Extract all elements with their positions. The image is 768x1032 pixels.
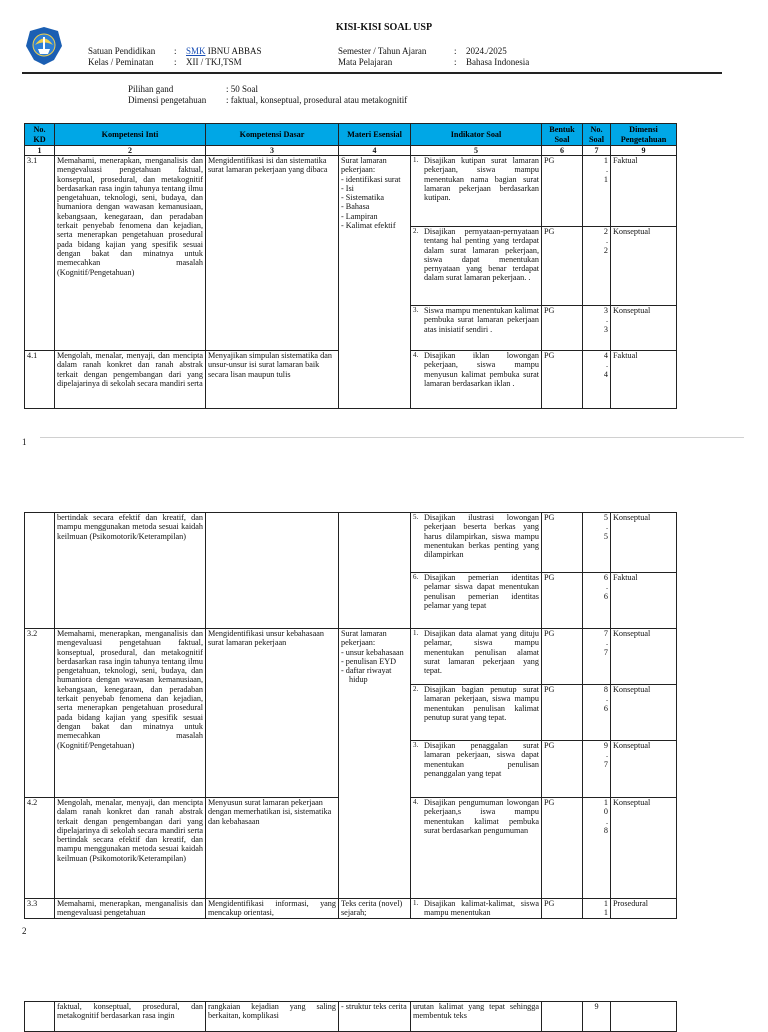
- ki-text: Memahami, menerapkan, menganalisis dan mengevaluasi pengetahuan faktual, konseptual, prosedural, dan metakognitif berdasarkan rasa ingin tahunya tentang ilmu pengetahuan, teknologi, seni, budaya, dan humaniora dengan wawasan kemanusiaan, kebangsaan, kenegaraan, dan peradaban terkait penyebab fenomena dan kejadian, serta menerapkan pengetahuan prosedural pada bidang kajian yang spesifik sesuai dengan bakat dan minatnya untuk memecahkan masalah (Kognitif/Pengetahuan): [55, 629, 206, 798]
- ki-text: Memahami, menerapkan, menganalisis dan mengevaluasi pengetahuan: [55, 899, 206, 919]
- kd-text: rangkaian kejadian yang saling berkaitan, komplikasi: [206, 1002, 339, 1032]
- dimensi-cell: Konseptual: [611, 741, 677, 798]
- materi-cell: Surat lamaran pekerjaan: - identifikasi surat - Isi - Sistematika - Bahasa - Lampiran - Kalimat efektif: [339, 156, 411, 409]
- col-indikator: Indikator Soal: [411, 124, 542, 146]
- semester-colon: :: [454, 46, 457, 56]
- kisi-table-page3: [24, 1001, 677, 1032]
- no-soal-cell: 9 . 7: [583, 741, 611, 798]
- materi-cell: Surat lamaran pekerjaan: - unsur kebahasaan - penulisan EYD - daftar riwayat hidup: [339, 629, 411, 899]
- no-soal-cell: 3 . 3: [583, 306, 611, 351]
- kd-text: Menyajikan simpulan sistematika dan unsur-unsur isi surat lamaran baik secara lisan maupun tulis: [206, 351, 339, 409]
- ki-text: Mengolah, menalar, menyaji, dan mencipta dalam ranah konkret dan ranah abstrak terkait dengan pengembangan dari yang dipelajarinya di sekolah secara mandiri serta bertindak secara efektif dan kreatif, dan mampu menggunakan metoda sesuai kaidah keilmuan (Psikomotorik/Keterampilan): [55, 798, 206, 899]
- kd-number: 3.1: [25, 156, 55, 351]
- dimensi-cell: Konseptual: [611, 306, 677, 351]
- bentuk-cell: PG: [542, 629, 583, 685]
- kd-text: Mengidentifikasi isi dan sistematika surat lamaran pekerjaan yang dibaca: [206, 156, 339, 351]
- indikator-cell: 4. Disajikan iklan lowongan pekerjaan, siswa mampu menyusun kalimat pembuka surat lamaran berdasarkan iklan .: [411, 351, 542, 409]
- indikator-cell: 3. Disajikan penaggalan surat lamaran pekerjaan, siswa dapat menentukan penulisan penanggalan yang tepat: [411, 741, 542, 798]
- table-row: [25, 1002, 677, 1032]
- no-soal-cell: 1 1: [583, 899, 611, 919]
- dimensi-cell: Konseptual: [611, 629, 677, 685]
- num-1: 1: [25, 146, 55, 156]
- dimensi-cell: Prosedural: [611, 899, 677, 919]
- bentuk-cell: PG: [542, 156, 583, 227]
- no-soal-cell: 6 . 6: [583, 573, 611, 629]
- kd-number: [25, 1002, 55, 1032]
- col-kd: Kompetensi Dasar: [206, 124, 339, 146]
- bentuk-cell: PG: [542, 798, 583, 899]
- mapel-value: Bahasa Indonesia: [466, 57, 530, 67]
- indikator-cell: 1. Disajikan kutipan surat lamaran pekerjaan, siswa mampu menentukan nama bagian surat lamaran pekerjaan berdasarkan kutipan.: [411, 156, 542, 227]
- col-dimensi: Dimensi Pengetahuan: [611, 124, 677, 146]
- kd-number: 3.2: [25, 629, 55, 798]
- indikator-cell: 3. Siswa mampu menentukan kalimat pembuka surat lamaran pekerjaan atas inisiatif sendiri .: [411, 306, 542, 351]
- indikator-cell: 1. Disajikan kalimat-kalimat, siswa mampu menentukan: [411, 899, 542, 919]
- pilihan-label: Pilihan gand: [128, 84, 174, 94]
- bentuk-cell: PG: [542, 306, 583, 351]
- indikator-cell: 4. Disajikan pengumuman lowongan pekerjaan,s iswa mampu menentukan kalimat pembuka surat berdasarkan pengumuman: [411, 798, 542, 899]
- num-2: 2: [55, 146, 206, 156]
- num-6: 6: [542, 146, 583, 156]
- bentuk-cell: PG: [542, 513, 583, 573]
- mapel-colon: :: [454, 57, 457, 67]
- num-3: 3: [206, 146, 339, 156]
- page-separator: [40, 437, 744, 438]
- header-rule: [22, 72, 722, 74]
- ki-text: Memahami, menerapkan, menganalisis dan mengevaluasi pengetahuan faktual, konseptual, prosedural, dan metakognitif berdasarkan rasa ingin tahunya tentang ilmu pengetahuan, teknologi, seni, budaya, dan humaniora dengan wawasan kemanusiaan, kebangsaan, kenegaraan, dan peradaban terkait penyebab fenomena dan kejadian, serta menerapkan pengetahuan prosedural pada bidang kajian yang spesifik sesuai dengan bakat dan minatnya untuk memecahkan masalah (Kognitif/Pengetahuan): [55, 156, 206, 351]
- bentuk-cell: PG: [542, 741, 583, 798]
- bentuk-cell: PG: [542, 899, 583, 919]
- indikator-cell: 1. Disajikan data alamat yang dituju pelamar, siswa mampu menentukan penulisan alamat surat lamaran pekerjaan yang tepat.: [411, 629, 542, 685]
- dimensi-cell: Konseptual: [611, 513, 677, 573]
- dimensi-label: Dimensi pengetahuan: [128, 95, 207, 105]
- page-number: 1: [22, 437, 27, 447]
- bentuk-cell: PG: [542, 227, 583, 306]
- dimensi-cell: Faktual: [611, 351, 677, 409]
- satuan-value: SMK IBNU ABBAS: [186, 46, 262, 56]
- table-row: [25, 513, 677, 573]
- page-number: 2: [22, 926, 27, 936]
- kd-number: 4.2: [25, 798, 55, 899]
- col-no-kd: No. KD: [25, 124, 55, 146]
- kd-number: [25, 513, 55, 629]
- dimensi-cell: Konseptual: [611, 685, 677, 741]
- no-soal-cell: 4 . 4: [583, 351, 611, 409]
- kd-number: 3.3: [25, 899, 55, 919]
- document-title: KISI-KISI SOAL USP: [335, 22, 433, 33]
- num-5: 5: [411, 146, 542, 156]
- materi-cell: - struktur teks cerita: [339, 1002, 411, 1032]
- satuan-label: Satuan Pendidikan: [88, 46, 156, 56]
- kd-text: Mengidentifikasi unsur kebahasaan surat lamaran pekerjaan: [206, 629, 339, 798]
- no-soal-cell: 7 . 7: [583, 629, 611, 685]
- smk-link[interactable]: SMK: [186, 46, 206, 56]
- materi-cell: Teks cerita (novel) sejarah;: [339, 899, 411, 919]
- tut-wuri-handayani-logo: [24, 26, 64, 66]
- kelas-label: Kelas / Peminatan: [88, 57, 154, 67]
- indikator-cell: 6. Disajikan pemerian identitas pelamar siswa dapat menentukan penulisan pemerian identitas pelamar yang tepat: [411, 573, 542, 629]
- indikator-cell: 2. Disajikan bagian penutup surat lamaran pekerjaan, siswa mampu menentukan penulisan kalimat penutup surat yang tepat.: [411, 685, 542, 741]
- dimensi-cell: Faktual: [611, 573, 677, 629]
- pilihan-value: : 50 Soal: [226, 84, 259, 94]
- no-soal-cell: 8 . 6: [583, 685, 611, 741]
- dimensi-value: : faktual, konseptual, prosedural atau metakognitif: [226, 95, 408, 105]
- bentuk-cell: PG: [542, 685, 583, 741]
- dimensi-cell: Konseptual: [611, 227, 677, 306]
- no-soal-cell: 9: [583, 1002, 611, 1032]
- indikator-cell: 5. Disajikan ilustrasi lowongan pekerjaan beserta berkas yang harus dilampirkan, siswa mampu menentukan berkas penting yang dilampirkan: [411, 513, 542, 573]
- no-soal-cell: 1 . 1: [583, 156, 611, 227]
- kisi-table-page2: [24, 512, 677, 919]
- bentuk-cell: PG: [542, 573, 583, 629]
- dimensi-cell: [611, 1002, 677, 1032]
- num-7: 7: [583, 146, 611, 156]
- kisi-table-page1: [24, 123, 677, 409]
- no-soal-cell: 1 0 . 8: [583, 798, 611, 899]
- indikator-cell: urutan kalimat yang tepat sehingga membentuk teks: [411, 1002, 542, 1032]
- satuan-colon: :: [174, 46, 177, 56]
- num-4: 4: [339, 146, 411, 156]
- ki-text: Mengolah, menalar, menyaji, dan mencipta dalam ranah konkret dan ranah abstrak terkait dengan pengembangan dari yang dipelajarinya di sekolah secara mandiri serta: [55, 351, 206, 409]
- dimensi-cell: Faktual: [611, 156, 677, 227]
- bentuk-cell: [542, 1002, 583, 1032]
- ki-text: faktual, konseptual, prosedural, dan metakognitif berdasarkan rasa ingin: [55, 1002, 206, 1032]
- kd-text: Mengidentifikasi informasi, yang mencakup orientasi,: [206, 899, 339, 919]
- kd-text: Menyusun surat lamaran pekerjaan dengan memerhatikan isi, sistematika dan kebahasaan: [206, 798, 339, 899]
- kelas-value: XII / TKJ,TSM: [186, 57, 242, 67]
- kd-number: 4.1: [25, 351, 55, 409]
- col-no-soal: No. Soal: [583, 124, 611, 146]
- materi-cell: [339, 513, 411, 629]
- col-materi: Materi Esensial: [339, 124, 411, 146]
- header-info: [88, 46, 728, 70]
- semester-label: Semester / Tahun Ajaran: [338, 46, 427, 56]
- num-9: 9: [611, 146, 677, 156]
- ki-text: bertindak secara efektif dan kreatif, dan mampu menggunakan metoda sesuai kaidah keilmuan (Psikomotorik/Keterampilan): [55, 513, 206, 629]
- semester-value: 2024./2025: [466, 46, 507, 56]
- table-row: [25, 899, 677, 919]
- no-soal-cell: 2 . 2: [583, 227, 611, 306]
- bentuk-cell: PG: [542, 351, 583, 409]
- dimensi-cell: Konseptual: [611, 798, 677, 899]
- col-bentuk: Bentuk Soal: [542, 124, 583, 146]
- kd-text: [206, 513, 339, 629]
- table-row: [25, 629, 677, 685]
- no-soal-cell: 5 . 5: [583, 513, 611, 573]
- indikator-cell: 2. Disajikan pernyataan-pernyataan tentang hal penting yang terdapat dalam surat lamaran pekerjaan, siswa dapat menentukan pernyataan yang benar terdapat dalam surat lamaran pekerjaan. .: [411, 227, 542, 306]
- soal-info: [128, 84, 528, 108]
- kelas-colon: :: [174, 57, 177, 67]
- col-ki: Kompetensi Inti: [55, 124, 206, 146]
- mapel-label: Mata Pelajaran: [338, 57, 393, 67]
- table-row: [25, 156, 677, 227]
